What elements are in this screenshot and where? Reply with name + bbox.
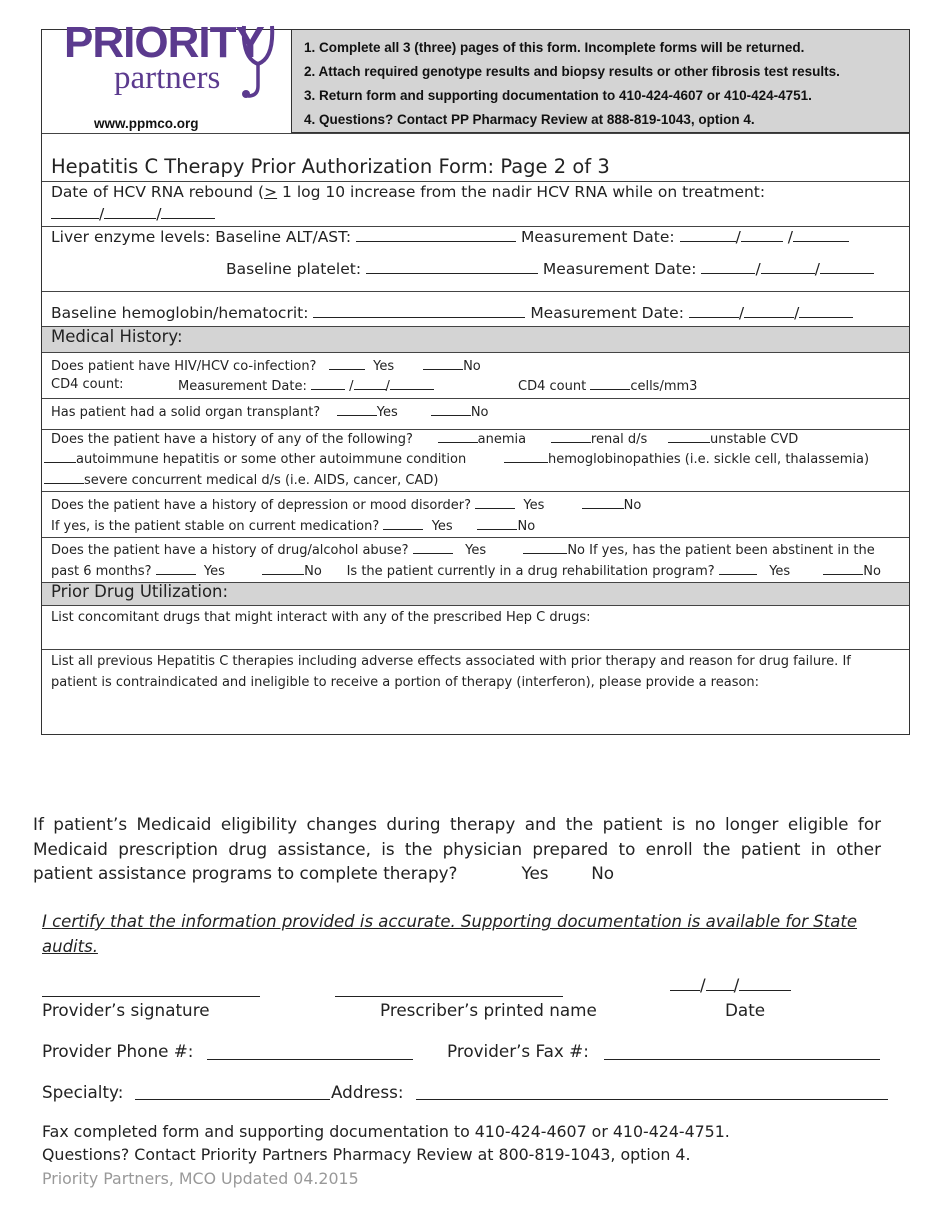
form-frame xyxy=(41,29,910,735)
instruction-2: 2. Attach required genotype results and biopsy results or other fibrosis test results. xyxy=(304,64,840,79)
specialty-label: Specialty: xyxy=(42,1082,124,1102)
provider-fax-label: Provider’s Fax #: xyxy=(447,1041,589,1061)
divider xyxy=(42,226,909,227)
history-question: Does the patient have a history of any of the following? anemia renal d/s unstable CVD xyxy=(51,432,799,447)
alt-label: Liver enzyme levels: Baseline ALT/AST: xyxy=(51,228,352,246)
autoimmune-option: autoimmune hepatitis or some other autoimmune condition xyxy=(44,450,466,467)
divider xyxy=(42,133,909,134)
alt-row: Liver enzyme levels: Baseline ALT/AST: Measurement Date: / / xyxy=(51,228,849,246)
divider xyxy=(42,537,909,538)
transplant-question: Has patient had a solid organ transplant? Yes No xyxy=(51,405,489,420)
address-label: Address: xyxy=(331,1082,404,1102)
medicaid-no[interactable]: No xyxy=(591,863,615,883)
divider xyxy=(42,398,909,399)
medicaid-yes[interactable]: Yes xyxy=(521,863,549,883)
fax-instructions: Fax completed form and supporting documentation to 410-424-4607 or 410-424-4751. xyxy=(42,1122,730,1141)
rebound-label: Date of HCV RNA rebound (> 1 log 10 increase from the nadir HCV RNA while on treatment: xyxy=(51,183,766,201)
medicaid-question: If patient’s Medicaid eligibility changes during therapy and the patient is no longer eligible for Medicaid prescription drug assistance, is the physician prepared to enroll the patient in other patient assistance programs to complete therapy? Yes No xyxy=(33,814,881,883)
platelet-label: Baseline platelet: xyxy=(226,260,362,278)
divider xyxy=(42,291,909,292)
prescriber-name-label: Prescriber’s printed name xyxy=(380,1000,597,1020)
hemoglobin-row: Baseline hemoglobin/hematocrit: Measurement Date: / / xyxy=(51,304,853,322)
platelet-field[interactable] xyxy=(366,261,538,274)
stethoscope-icon xyxy=(238,18,278,102)
instructions-box xyxy=(292,30,909,133)
provider-phone-field[interactable] xyxy=(207,1059,413,1060)
provider-signature-label: Provider’s signature xyxy=(42,1000,210,1020)
hemoglobin-field[interactable] xyxy=(313,305,525,318)
signature-date-field[interactable]: / / xyxy=(670,975,791,995)
logo-subtext: partners xyxy=(114,60,221,96)
certification-statement: I certify that the information provided is accurate. Supporting documentation is available for State audits. xyxy=(42,912,857,956)
prior-drug-title: Prior Drug Utilization: xyxy=(51,582,229,601)
alt-field[interactable] xyxy=(356,229,516,242)
platelet-row: Baseline platelet: Measurement Date: / / xyxy=(226,260,874,278)
website-link[interactable]: www.ppmco.org xyxy=(94,116,199,131)
measurement-label: Measurement Date: xyxy=(542,260,697,278)
specialty-field[interactable] xyxy=(135,1099,330,1100)
address-field[interactable] xyxy=(416,1099,888,1100)
provider-fax-field[interactable] xyxy=(604,1059,880,1060)
hiv-question: Does patient have HIV/HCV co-infection? Yes No xyxy=(51,359,481,374)
concomitant-drugs-label: List concomitant drugs that might interact with any of the prescribed Hep C drugs: xyxy=(51,610,591,625)
hemoglobinopathies-option: hemoglobinopathies (i.e. sickle cell, thalassemia) xyxy=(504,450,869,467)
previous-therapies-label: List all previous Hepatitis C therapies including adverse effects associated with prior therapy and reason for drug failure. If patient is contraindicated and ineligible to receive a portion of therapy (interferon), please provide a reason: xyxy=(51,654,851,690)
instruction-3: 3. Return form and supporting documentation to 410-424-4607 or 410-424-4751. xyxy=(304,88,812,103)
rebound-date-field[interactable]: / / xyxy=(51,205,215,223)
drug-abuse-question: Does the patient have a history of drug/alcohol abuse? Yes No If yes, has the patient been abstinent in the xyxy=(51,543,875,558)
abstinence-question: past 6 months? Yes No Is the patient currently in a drug rehabilitation program? Yes No xyxy=(51,564,881,579)
measurement-label: Measurement Date: xyxy=(530,304,684,322)
divider xyxy=(42,491,909,492)
measurement-label: Measurement Date: xyxy=(521,228,675,246)
cd4-count: CD4 count cells/mm3 xyxy=(518,379,698,394)
questions-contact: Questions? Contact Priority Partners Pharmacy Review at 800-819-1043, option 4. xyxy=(42,1145,691,1164)
hemoglobin-label: Baseline hemoglobin/hematocrit: xyxy=(51,304,309,322)
instruction-1: 1. Complete all 3 (three) pages of this form. Incomplete forms will be returned. xyxy=(304,40,805,55)
provider-signature-line[interactable] xyxy=(42,996,260,997)
logo-text: PRIORITY xyxy=(64,18,264,67)
medical-history-title: Medical History: xyxy=(51,327,183,346)
severe-option: severe concurrent medical d/s (i.e. AIDS, cancer, CAD) xyxy=(44,471,438,488)
depression-question: Does the patient have a history of depression or mood disorder? Yes No xyxy=(51,498,642,513)
updated-note: Priority Partners, MCO Updated 04.2015 xyxy=(42,1169,359,1188)
divider xyxy=(42,181,909,182)
cd4-measurement: Measurement Date: / / xyxy=(178,377,434,394)
date-label: Date xyxy=(725,1000,766,1020)
stable-question: If yes, is the patient stable on current medication? Yes No xyxy=(51,519,536,534)
divider xyxy=(42,649,909,650)
logo-area xyxy=(42,18,292,133)
cd4-row: CD4 count: xyxy=(51,377,124,392)
instruction-4: 4. Questions? Contact PP Pharmacy Review at 888-819-1043, option 4. xyxy=(304,112,755,127)
form-title: Hepatitis C Therapy Prior Authorization Form: Page 2 of 3 xyxy=(51,155,610,178)
provider-phone-label: Provider Phone #: xyxy=(42,1041,194,1061)
prescriber-name-line[interactable] xyxy=(335,996,563,997)
